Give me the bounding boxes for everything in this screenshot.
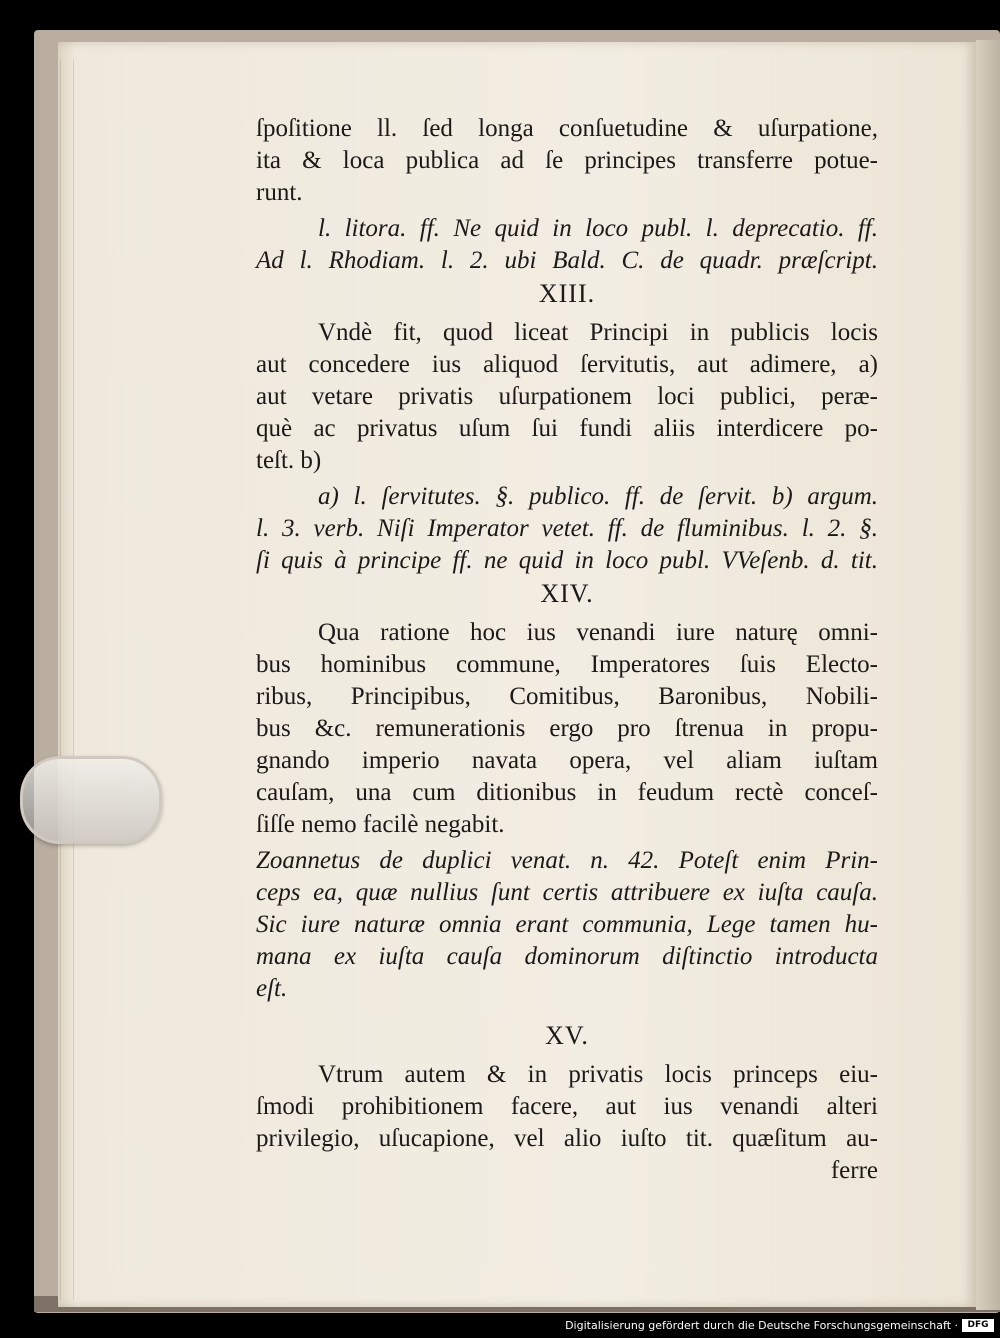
text-line: gnando imperio navata opera, vel aliam iuſtam bbox=[256, 747, 878, 774]
footnote-line: ceps ea, quæ nullius ſunt certis attribuere ex iuſta cauſa. bbox=[256, 879, 878, 906]
text-line: teſt. b) bbox=[256, 447, 322, 474]
plastic-clip-bookmark bbox=[20, 756, 162, 844]
text-line: ribus, Principibus, Comitibus, Baronibus, Nobili- bbox=[256, 683, 878, 710]
text-line: aut concedere ius aliquod ſervitutis, aut adimere, a) bbox=[256, 351, 878, 378]
footnote-line: ſi quis à principe ff. ne quid in loco publ. VVeſenb. d. tit. bbox=[256, 547, 878, 574]
footnote-line: l. litora. ff. Ne quid in loco publ. l. deprecatio. ff. bbox=[318, 215, 878, 242]
page-gutter bbox=[60, 60, 74, 1300]
section-heading-xv: XV. bbox=[545, 1021, 589, 1050]
text-line: Qua ratione hoc ius venandi iure naturę omni- bbox=[318, 619, 878, 646]
section-heading-xiii: XIII. bbox=[538, 279, 596, 308]
dfg-logo-icon: DFG bbox=[962, 1319, 994, 1332]
footnote-line: eſt. bbox=[256, 975, 288, 1002]
section-heading-xiv: XIV. bbox=[540, 579, 594, 608]
footnote-line: mana ex iuſta cauſa dominorum diſtinctio introducta bbox=[256, 943, 878, 970]
text-line: runt. bbox=[256, 179, 303, 206]
page-text-block bbox=[256, 113, 878, 1187]
text-line: ſiſſe nemo facilè negabit. bbox=[256, 811, 505, 838]
text-line: bus hominibus commune, Imperatores ſuis Electo- bbox=[256, 651, 878, 678]
text-line: ſmodi prohibitionem facere, aut ius venandi alteri bbox=[256, 1093, 878, 1120]
text-line: privilegio, uſucapione, vel alio iuſto tit. quæſitum au- bbox=[256, 1125, 878, 1152]
text-line: ita & loca publica ad ſe principes transferre potue- bbox=[256, 147, 878, 174]
footnote-line: l. 3. verb. Niſi Imperator vetet. ff. de fluminibus. l. 2. §. bbox=[256, 515, 878, 542]
text-line: ſpoſitione ll. ſed longa conſuetudine & uſurpatione, bbox=[256, 115, 878, 142]
text-line: bus &c. remunerationis ergo pro ſtrenua in propu- bbox=[256, 715, 878, 742]
text-line: aut vetare privatis uſurpationem loci publici, peræ- bbox=[256, 383, 878, 410]
text-line: Vtrum autem & in privatis locis princeps eiu- bbox=[318, 1061, 878, 1088]
text-line: què ac privatus uſum ſui fundi aliis interdicere po- bbox=[256, 415, 878, 442]
page-fore-edge bbox=[976, 40, 1000, 1310]
catchword: ferre bbox=[830, 1157, 878, 1184]
text-line: Vndè fit, quod liceat Principi in publicis locis bbox=[318, 319, 878, 346]
footnote-line: Zoannetus de duplici venat. n. 42. Poteſt enim Prin- bbox=[256, 847, 878, 874]
footnote-line: Ad l. Rhodiam. l. 2. ubi Bald. C. de quadr. præſcript. bbox=[256, 247, 878, 274]
digitization-footer bbox=[0, 1313, 1000, 1338]
text-line: cauſam, una cum ditionibus in feudum rectè conceſ- bbox=[256, 779, 878, 806]
footnote-line: Sic iure naturæ omnia erant communia, Lege tamen hu- bbox=[256, 911, 878, 938]
footer-credit: Digitalisierung gefördert durch die Deutsche Forschungsgemeinschaft · bbox=[565, 1319, 958, 1332]
footnote-line: a) l. ſervitutes. §. publico. ff. de ſervit. b) argum. bbox=[318, 483, 878, 510]
